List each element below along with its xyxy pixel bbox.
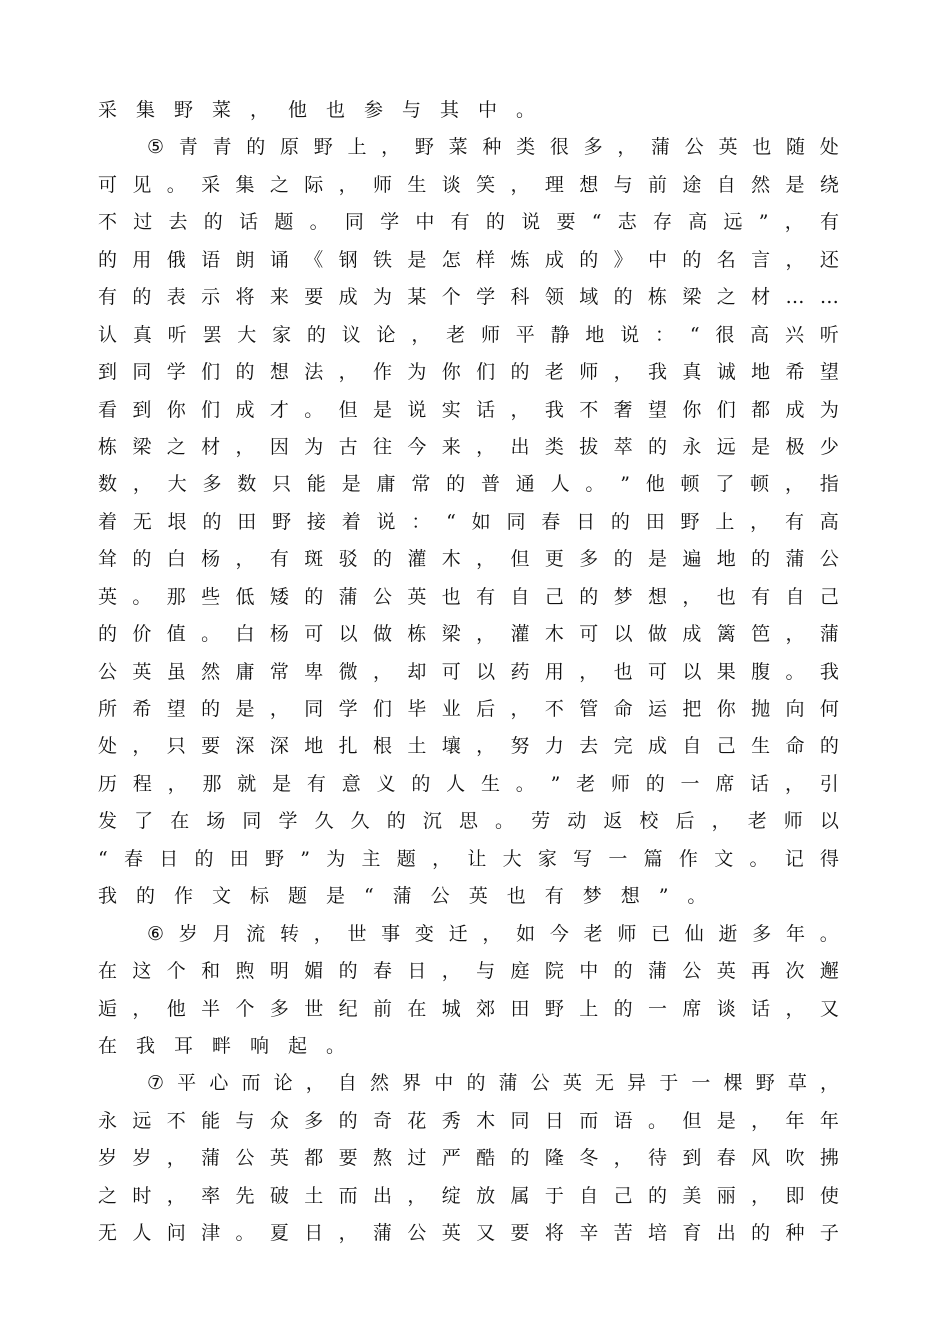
text-line: 不 过 去 的 话 题 。 同 学 中 有 的 说 要 “ 志 存 高 远 ” ， 有 <box>98 211 839 234</box>
text-line: 处 ， 只 要 深 深 地 扎 根 土 壤 ， 努 力 去 完 成 自 己 生 命 的 <box>98 735 839 758</box>
text-line: 发 了 在 场 同 学 久 久 的 沉 思 。 劳 动 返 校 后 ， 老 师 以 <box>98 810 839 833</box>
text-line: 所 希 望 的 是 ， 同 学 们 毕 业 后 ， 不 管 命 运 把 你 抛 向 何 <box>98 698 839 720</box>
text-line: “ 春 日 的 田 野 ” 为 主 题 ， 让 大 家 写 一 篇 作 文 。 记 得 <box>98 847 839 870</box>
text-line: 逅 ， 他 半 个 多 世 纪 前 在 城 郊 田 野 上 的 一 席 谈 话 ， 又 <box>98 997 839 1020</box>
text-line: 数 ， 大 多 数 只 能 是 庸 常 的 普 通 人 。 ” 他 顿 了 顿 ， 指 <box>98 473 839 496</box>
text-line: 栋 梁 之 材 ， 因 为 古 往 今 来 ， 出 类 拔 萃 的 永 远 是 极 少 <box>98 435 839 458</box>
text-line: 岁 岁 ， 蒲 公 英 都 要 熬 过 严 酷 的 隆 冬 ， 待 到 春 风 吹 拂 <box>98 1147 839 1170</box>
text-line: 无 人 问 津 。 夏 日 ， 蒲 公 英 又 要 将 辛 苦 培 育 出 的 种 子 <box>98 1222 839 1245</box>
text-line: 的 用 俄 语 朗 诵 《 钢 铁 是 怎 样 炼 成 的 》 中 的 名 言 ， 还 <box>98 248 839 271</box>
text-line: 在我耳畔响起。 <box>98 1034 365 1057</box>
text-line: 着 无 垠 的 田 野 接 着 说 ： “ 如 同 春 日 的 田 野 上 ， 有 高 <box>98 510 839 533</box>
text-line: 可 见 。 采 集 之 际 ， 师 生 谈 笑 ， 理 想 与 前 途 自 然 是 绕 <box>98 173 839 196</box>
text-line: 认 真 听 罢 大 家 的 议 论 ， 老 师 平 静 地 说 ： “ 很 高 兴 听 <box>98 323 839 346</box>
text-line: ⑦ 平 心 而 论 ， 自 然 界 中 的 蒲 公 英 无 异 于 一 棵 野 草 ， <box>147 1072 839 1095</box>
text-line: 永 远 不 能 与 众 多 的 奇 花 秀 木 同 日 而 语 。 但 是 ， 年 年 <box>98 1109 839 1132</box>
text-line: 看 到 你 们 成 才 。 但 是 说 实 话 ， 我 不 奢 望 你 们 都 成 为 <box>98 398 839 421</box>
text-line: 英 。 那 些 低 矮 的 蒲 公 英 也 有 自 己 的 梦 想 ， 也 有 自 己 <box>98 585 839 608</box>
text-line: 之 时 ， 率 先 破 土 而 出 ， 绽 放 属 于 自 己 的 美 丽 ， 即 使 <box>98 1184 839 1207</box>
text-line: 的 价 值 。 白 杨 可 以 做 栋 梁 ， 灌 木 可 以 做 成 篱 笆 ， 蒲 <box>98 623 839 646</box>
text-line: 在 这 个 和 煦 明 媚 的 春 日 ， 与 庭 院 中 的 蒲 公 英 再 次 邂 <box>98 960 839 983</box>
text-line: 到 同 学 们 的 想 法 ， 作 为 你 们 的 老 师 ， 我 真 诚 地 希 望 <box>98 361 839 384</box>
text-line: ⑥ 岁 月 流 转 ， 世 事 变 迁 ， 如 今 老 师 已 仙 逝 多 年 。 <box>147 922 839 945</box>
text-line: 采集野菜，他也参与其中。 <box>98 99 555 121</box>
text-line: 有 的 表 示 将 来 要 成 为 某 个 学 科 领 域 的 栋 梁 之 材 … … <box>98 286 839 309</box>
text-line: 我的作文标题是“蒲公英也有梦想”。 <box>98 885 726 908</box>
text-line: ⑤ 青 青 的 原 野 上 ， 野 菜 种 类 很 多 ， 蒲 公 英 也 随 处 <box>147 136 839 159</box>
text-line: 历 程 ， 那 就 是 有 意 义 的 人 生 。 ” 老 师 的 一 席 话 ， 引 <box>98 772 839 795</box>
article-body <box>98 92 858 1253</box>
text-line: 耸 的 白 杨 ， 有 斑 驳 的 灌 木 ， 但 更 多 的 是 遍 地 的 蒲 公 <box>98 548 839 571</box>
text-line: 公 英 虽 然 庸 常 卑 微 ， 却 可 以 药 用 ， 也 可 以 果 腹 。 我 <box>98 660 839 683</box>
